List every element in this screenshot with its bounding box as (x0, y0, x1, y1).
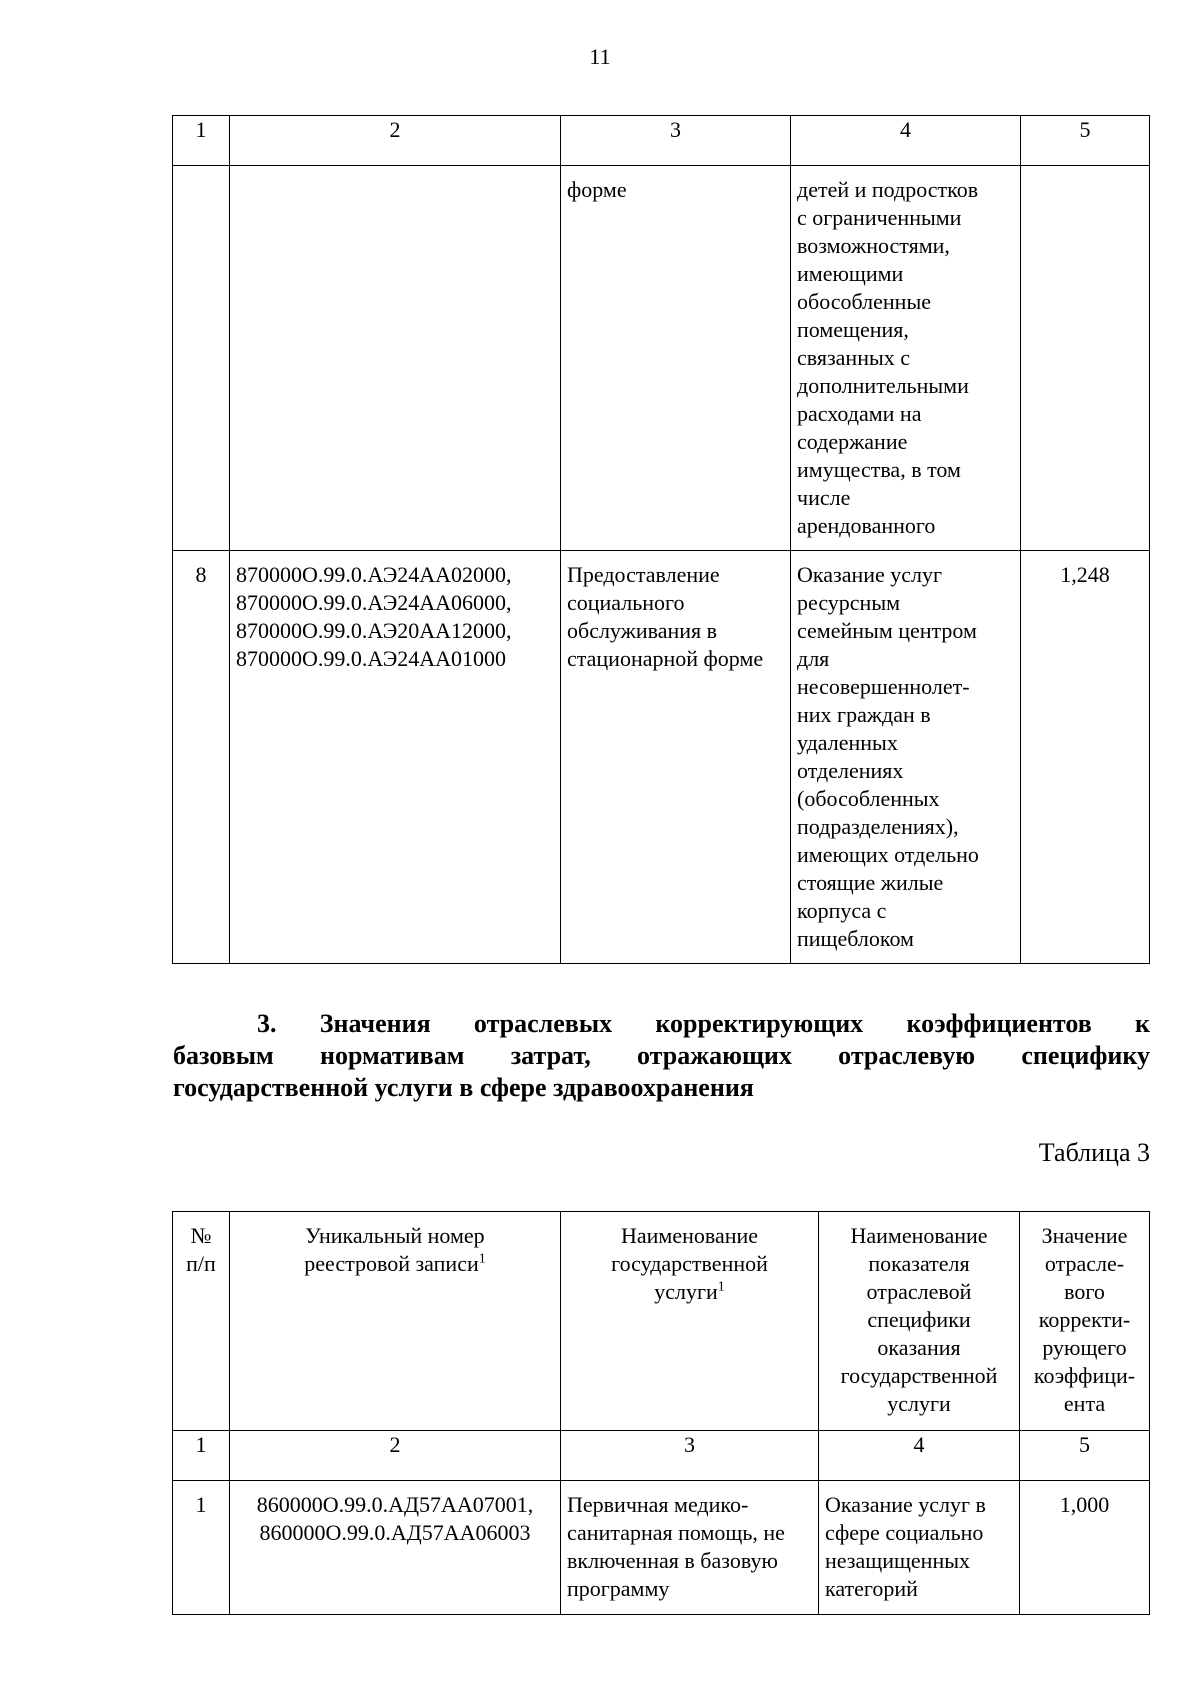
section-heading-line: государственной услуги в сфере здравоохранения (173, 1073, 754, 1102)
registry-number-line: 860000О.99.0.АД57АА07001, (256, 1492, 534, 1517)
indicator-line: с ограниченными (797, 205, 962, 230)
header-line: оказания (877, 1335, 961, 1360)
header-registry-number (230, 1212, 561, 1431)
indicator-line: пищеблоком (797, 926, 914, 951)
registry-number-cell (230, 166, 561, 551)
header-line: показателя (868, 1251, 970, 1276)
indicator-line: семейным центром (797, 618, 977, 643)
service-name-line: программу (567, 1576, 670, 1601)
header-line: государственной (611, 1251, 768, 1276)
indicator-line: (обособленных (797, 786, 940, 811)
header-line: Уникальный номер (305, 1223, 485, 1248)
footnote-mark: 1 (478, 1251, 486, 1267)
registry-number-line: 870000О.99.0.АЭ24АА02000, (236, 562, 512, 587)
header-line: отрасле- (1044, 1251, 1125, 1276)
indicator-line: несовершеннолет- (797, 674, 970, 699)
header-line: рующего (1042, 1335, 1127, 1360)
row-number (173, 166, 230, 551)
column-number-row (173, 116, 1150, 166)
service-name-line: стационарной форме (567, 646, 764, 671)
column-number: 4 (819, 1431, 1020, 1481)
indicator-line: отделениях (797, 758, 904, 783)
table-row (173, 166, 1150, 551)
indicator-line: незащищенных (825, 1548, 971, 1573)
section-heading-line: 3. Значения отраслевых корректирующих коэффициентов к (257, 1009, 1150, 1038)
service-name-line: социального (567, 590, 685, 615)
coefficient-value: 1,000 (1020, 1481, 1150, 1615)
indicator-cell (819, 1481, 1020, 1615)
indicator-line: возможностями, (797, 233, 950, 258)
column-number: 1 (173, 116, 230, 166)
indicator-line: корпуса с (797, 898, 887, 923)
header-line: специфики (867, 1307, 971, 1332)
header-line: Наименование (620, 1223, 759, 1248)
registry-number-line: 860000О.99.0.АД57АА06003 (259, 1520, 531, 1545)
indicator-line: удаленных (797, 730, 898, 755)
column-number: 3 (561, 1431, 819, 1481)
row-number: 1 (173, 1481, 230, 1615)
indicator-cell (791, 551, 1021, 964)
header-line: услуги (887, 1391, 951, 1416)
header-line: коэффици- (1033, 1363, 1136, 1388)
indicator-line: сфере социально (825, 1520, 984, 1545)
header-line: п/п (186, 1251, 216, 1276)
header-coefficient-value (1020, 1212, 1150, 1431)
coefficient-value: 1,248 (1021, 551, 1150, 964)
registry-number-cell (230, 1481, 561, 1615)
indicator-line: имеющих отдельно (797, 842, 979, 867)
column-number: 5 (1021, 116, 1150, 166)
page-number: 11 (589, 44, 611, 69)
service-name-line: форме (567, 177, 627, 202)
table-label: Таблица 3 (1038, 1138, 1150, 1167)
header-service-name (561, 1212, 819, 1431)
section-heading (173, 1008, 1150, 1104)
registry-number-line: 870000О.99.0.АЭ24АА06000, (236, 590, 512, 615)
indicator-line: обособленные (797, 289, 931, 314)
indicator-line: имущества, в том (797, 457, 961, 482)
indicator-line: подразделениях), (797, 814, 959, 839)
header-line (236, 1250, 554, 1278)
indicator-line: них граждан в (797, 702, 931, 727)
header-line-text: услуги (654, 1279, 718, 1304)
header-indicator-name (819, 1212, 1020, 1431)
column-number: 3 (561, 116, 791, 166)
indicator-line: числе (797, 485, 851, 510)
footnote-mark: 1 (717, 1279, 725, 1295)
table-3 (172, 1211, 1150, 1615)
indicator-line: содержание (797, 429, 908, 454)
table-row (173, 1481, 1150, 1615)
column-number: 2 (230, 116, 561, 166)
header-line: государственной (840, 1363, 998, 1388)
service-name-cell (561, 166, 791, 551)
registry-number-line: 870000О.99.0.АЭ20АА12000, (236, 618, 512, 643)
table-row (173, 551, 1150, 964)
column-number: 4 (791, 116, 1021, 166)
indicator-line: связанных с (797, 345, 911, 370)
indicator-line: детей и подростков (797, 177, 979, 202)
row-number: 8 (173, 551, 230, 964)
registry-number-cell (230, 551, 561, 964)
column-number: 5 (1020, 1431, 1150, 1481)
indicator-line: арендованного (797, 513, 936, 538)
header-line: отраслевой (866, 1279, 972, 1304)
header-row-number (173, 1212, 230, 1431)
column-number: 2 (230, 1431, 561, 1481)
indicator-line: стоящие жилые (797, 870, 944, 895)
service-name-cell (561, 551, 791, 964)
indicator-line: дополнительными (797, 373, 969, 398)
indicator-line: Оказание услуг (797, 562, 943, 587)
indicator-line: имеющими (797, 261, 904, 286)
header-line (567, 1278, 812, 1306)
service-name-line: санитарная помощь, не (567, 1520, 785, 1545)
indicator-line: категорий (825, 1576, 918, 1601)
continued-table (172, 115, 1150, 964)
column-number: 1 (173, 1431, 230, 1481)
indicator-cell (791, 166, 1021, 551)
header-line-text: реестровой записи (304, 1251, 479, 1276)
column-number-row (173, 1431, 1150, 1481)
indicator-line: ресурсным (797, 590, 901, 615)
indicator-line: для (797, 646, 830, 671)
header-line: корректи- (1038, 1307, 1131, 1332)
header-line: Наименование (850, 1223, 988, 1248)
section-heading-line: базовым нормативам затрат, отражающих отраслевую специфику (173, 1041, 1150, 1070)
indicator-line: помещения, (797, 317, 909, 342)
indicator-line: расходами на (797, 401, 922, 426)
coefficient-value (1021, 166, 1150, 551)
header-line: вого (1064, 1279, 1105, 1304)
service-name-line: Предоставление (567, 562, 720, 587)
service-name-line: включенная в базовую (567, 1548, 778, 1573)
indicator-line: Оказание услуг в (825, 1492, 986, 1517)
service-name-line: обслуживания в (567, 618, 718, 643)
table-header-row (173, 1212, 1150, 1431)
header-line: Значение (1041, 1223, 1128, 1248)
service-name-line: Первичная медико- (567, 1492, 749, 1517)
registry-number-line: 870000О.99.0.АЭ24АА01000 (236, 646, 507, 671)
service-name-cell (561, 1481, 819, 1615)
header-line: № (190, 1223, 212, 1248)
header-line: ента (1063, 1391, 1106, 1416)
